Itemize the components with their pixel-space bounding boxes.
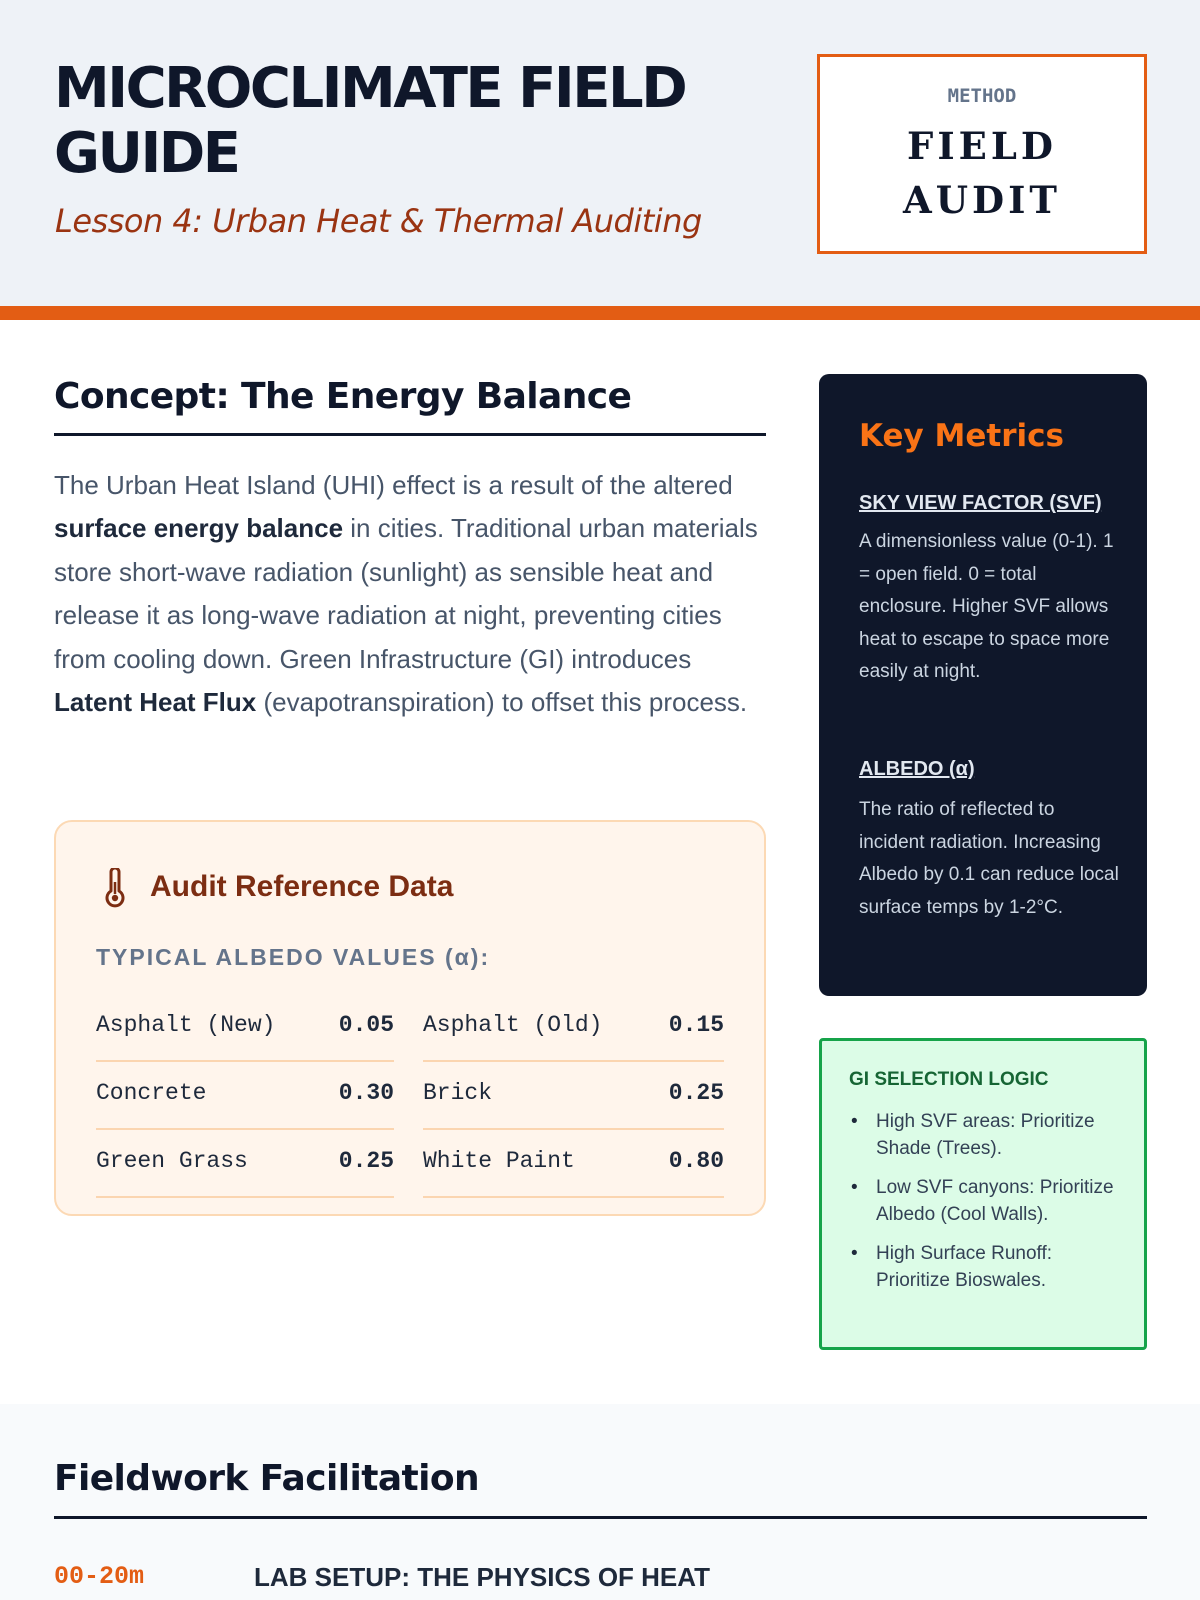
- albedo-row: [96, 1130, 394, 1198]
- albedo-row: [96, 994, 394, 1062]
- list-item: • High Surface Runoff: Prioritize Bioswales.: [849, 1241, 1129, 1294]
- gi-title: GI SELECTION LOGIC: [849, 1069, 1049, 1090]
- time-range: 00-20m: [54, 1562, 145, 1591]
- albedo-value: 0.15: [668, 1012, 724, 1038]
- albedo-value: 0.80: [668, 1148, 724, 1174]
- gi-selection-logic: [819, 1038, 1147, 1350]
- list-item: • High SVF areas: Prioritize Shade (Trees).: [849, 1109, 1129, 1162]
- albedo-value: 0.25: [668, 1080, 724, 1106]
- svf-heading: SKY VIEW FACTOR (SVF): [859, 492, 1102, 514]
- concept-bold-2: Latent Heat Flux: [54, 687, 257, 718]
- list-item: • Low SVF canyons: Prioritize Albedo (Cool Walls).: [849, 1175, 1129, 1228]
- page-header: [0, 0, 1200, 306]
- albedo-label: TYPICAL ALBEDO VALUES (α):: [96, 944, 491, 970]
- albedo-description: The ratio of reflected to incident radiation. Increasing Albedo by 0.1 can reduce local surface temps by 1-2°C.: [859, 799, 1119, 918]
- key-metrics-panel: [819, 374, 1147, 996]
- albedo-row: [96, 1062, 394, 1130]
- gi-list: [849, 1109, 1129, 1307]
- concept-title: Concept: The Energy Balance: [54, 376, 632, 417]
- albedo-material: Asphalt (New): [96, 1012, 276, 1038]
- albedo-row: [423, 1062, 724, 1130]
- concept-text-3: (evapotranspiration) to offset this process.: [256, 687, 748, 718]
- method-label: METHOD: [947, 85, 1017, 107]
- key-metrics-title: Key Metrics: [859, 418, 1064, 454]
- albedo-material: Asphalt (Old): [423, 1012, 603, 1038]
- svf-description: A dimensionless value (0-1). 1 = open field. 0 = total enclosure. Higher SVF allows heat to escape to space more easily at night.: [859, 531, 1114, 682]
- albedo-material: Concrete: [96, 1080, 207, 1106]
- albedo-material: Green Grass: [96, 1148, 248, 1174]
- albedo-value: 0.25: [338, 1148, 394, 1174]
- concept-text-1: The Urban Heat Island (UHI) effect is a result of the altered: [54, 470, 733, 500]
- albedo-material: Brick: [423, 1080, 493, 1106]
- fieldwork-divider: [54, 1516, 1147, 1519]
- albedo-row: [423, 994, 724, 1062]
- page-title: MICROCLIMATE FIELD GUIDE: [54, 56, 686, 186]
- lab-setup-title: LAB SETUP: THE PHYSICS OF HEAT: [254, 1562, 710, 1592]
- method-value: FIELD AUDIT: [903, 124, 1061, 222]
- concept-bold-1: surface energy balance: [54, 513, 344, 544]
- thermometer-icon: [102, 868, 128, 913]
- albedo-row: [423, 1130, 724, 1198]
- concept-text-2: in cities. Traditional urban materials store short-wave radiation (sunlight) as sensible heat and release it as long-wave radiation at night, preventing cities from cooling down. Green Infrastructure (GI) introduces: [54, 513, 758, 674]
- audit-reference-card: [54, 820, 766, 1216]
- albedo-value: 0.05: [338, 1012, 394, 1038]
- albedo-heading: ALBEDO (α): [859, 758, 975, 780]
- page-subtitle: Lesson 4: Urban Heat & Thermal Auditing: [55, 202, 702, 240]
- albedo-value: 0.30: [338, 1080, 394, 1106]
- concept-divider: [54, 433, 766, 436]
- concept-paragraph: [54, 464, 766, 724]
- header-divider: [0, 306, 1200, 320]
- audit-title: Audit Reference Data: [150, 870, 454, 903]
- albedo-material: White Paint: [423, 1148, 575, 1174]
- fieldwork-title: Fieldwork Facilitation: [54, 1458, 480, 1499]
- method-badge: [817, 54, 1147, 254]
